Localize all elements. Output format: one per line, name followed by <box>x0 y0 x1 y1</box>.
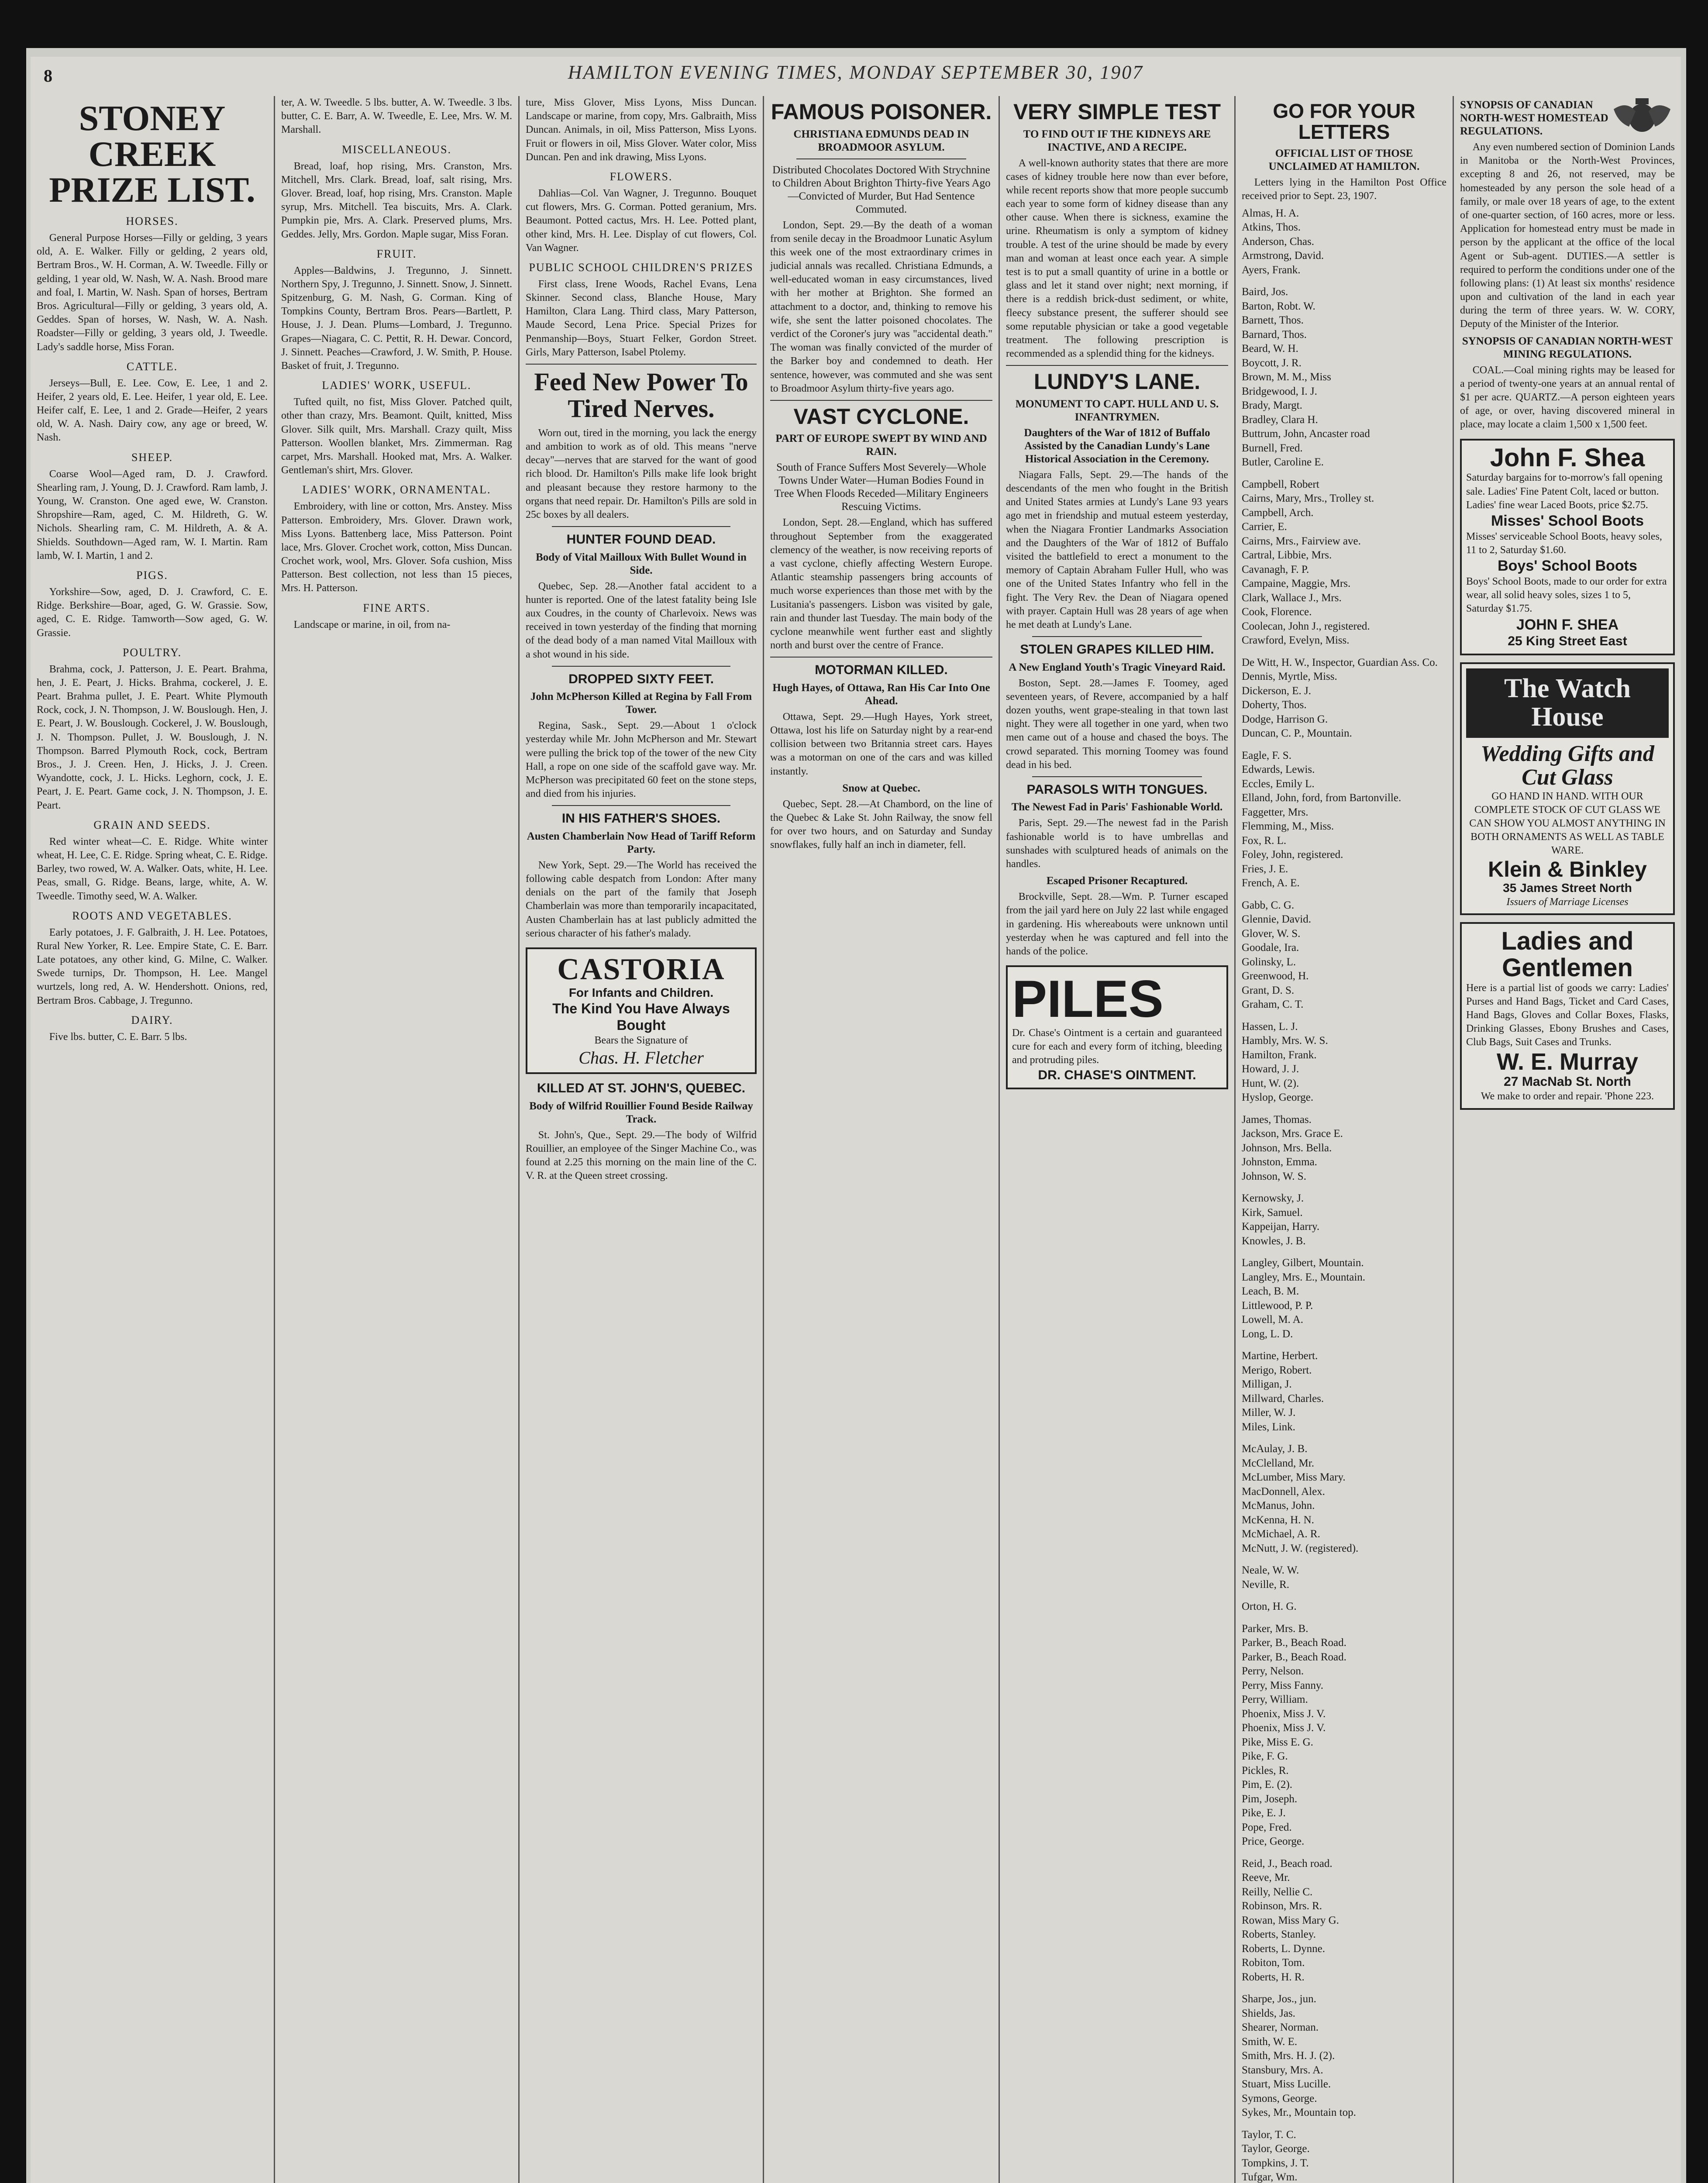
letter-recipient: Beard, W. H. <box>1242 343 1298 355</box>
nerves-ad-headline: Feed New Power To Tired Nerves. <box>534 368 748 423</box>
letter-recipient: Boycott, J. R. <box>1242 357 1302 369</box>
miscellaneous-text: Bread, loaf, hop rising, Mrs. Cranston, Mrs. Mitchell, Mrs. Clark. Bread, loaf, salt rising, Mrs. Glover. Bread, loaf, hop rising, Mrs. Cranston. Maple syrup, Mrs. Mitchell. Tea biscuits, Mrs. A. Clark. Pumpkin pie, Mrs. A. Clark. Preserved plums, Mrs. Geddes. Jelly, Mrs. Gordon. Maple sugar, Miss Foran. <box>281 160 512 240</box>
letter-recipient: Langley, Gilbert, Mountain. <box>1242 1257 1364 1269</box>
list-spacer <box>1242 648 1446 656</box>
letter-recipient: Phoenix, Miss J. V. <box>1242 1708 1326 1720</box>
cattle-text: Jerseys—Bull, E. Lee. Cow, E. Lee, 1 and 2. Heifer, 2 years old, E. Lee. Heifer, 1 year old, E. Lee. Heifer calf, E. Lee, 1 and 2. Grade—Heifer, 2 years old, W. A. Nash. Dairy cow, any age or breed, W. Nash. <box>37 377 268 444</box>
killed-headline: KILLED AT ST. JOHN'S, QUEBEC. <box>537 1081 746 1096</box>
letters-intro: Letters lying in the Hamilton Post Office received prior to Sept. 23, 1907. <box>1242 176 1446 202</box>
letter-recipient: Cavanagh, F. P. <box>1242 563 1309 575</box>
letter-recipient: Eccles, Emily L. <box>1242 778 1315 790</box>
letter-recipient: Sykes, Mr., Mountain top. <box>1242 2107 1356 2119</box>
letter-recipient: Pim, E. (2). <box>1242 1779 1292 1791</box>
letter-recipient: Long, L. D. <box>1242 1328 1293 1340</box>
grapes-subhead: A New England Youth's Tragic Vineyard Raid. <box>1009 661 1226 673</box>
divider <box>552 805 730 806</box>
list-spacer <box>1242 891 1446 899</box>
letter-recipient: Golinsky, L. <box>1242 956 1296 968</box>
shea-ad-misses-text: Misses' serviceable School Boots, heavy soles, 11 to 2, Saturday $1.60. <box>1466 530 1662 556</box>
letter-recipient: Shields, Jas. <box>1242 2007 1295 2019</box>
letter-recipient: Carrier, E. <box>1242 521 1287 533</box>
shea-ad-text: Saturday bargains for to-morrow's fall opening sale. Ladies' Fine Patent Colt, laced or button. Ladies' fine wear Laced Boots, price $2.75. <box>1466 472 1663 511</box>
letter-recipient: Hyslop, George. <box>1242 1092 1314 1104</box>
mining-text: COAL.—Coal mining rights may be leased for a period of twenty-one years at an annual rental of $1 per acre. QUARTZ.—A person eighteen years of age, or over, having discovered mineral in place, may locate a claim 1,500 x 1,500 feet. <box>1460 364 1675 430</box>
escaped-headline: Escaped Prisoner Recaptured. <box>1046 875 1188 887</box>
letter-recipient: Dickerson, E. J. <box>1242 685 1311 697</box>
letter-recipient: Hamilton, Frank. <box>1242 1049 1317 1061</box>
killed-subhead: Body of Wilfrid Rouillier Found Beside Railway Track. <box>529 1100 753 1125</box>
letter-recipient: Greenwood, H. <box>1242 970 1309 982</box>
castoria-ad-line3: Bears the Signature of <box>594 1034 688 1046</box>
letter-recipient: Rowan, Miss Mary G. <box>1242 1914 1339 1926</box>
page-number: 8 <box>44 66 52 86</box>
letter-recipient: Shearer, Norman. <box>1242 2021 1319 2034</box>
letter-recipient: Cairns, Mary, Mrs., Trolley st. <box>1242 492 1374 505</box>
castoria-ad-line2: The Kind You Have Always Bought <box>552 1001 730 1033</box>
letter-recipient: Martine, Herbert. <box>1242 1350 1318 1362</box>
letter-recipient: Johnson, W. S. <box>1242 1170 1306 1182</box>
list-spacer <box>1242 1849 1446 1857</box>
letter-recipient: Pim, Joseph. <box>1242 1793 1298 1805</box>
letter-recipient: Taylor, T. C. <box>1242 2128 1296 2141</box>
sheep-heading: SHEEP. <box>131 451 173 464</box>
piles-ad-brand: DR. CHASE'S OINTMENT. <box>1038 1067 1196 1082</box>
list-spacer <box>1242 1184 1446 1191</box>
list-spacer <box>1242 1984 1446 1992</box>
list-spacer <box>1242 2120 1446 2128</box>
column-poisoner <box>764 96 1000 2183</box>
letter-recipient: McAulay, J. B. <box>1242 1443 1308 1455</box>
column-kidney-test <box>1000 96 1236 2183</box>
divider <box>1032 636 1202 637</box>
murray-ad-footer: We make to order and repair. 'Phone 223. <box>1481 1091 1654 1102</box>
kidney-test-headline: VERY SIMPLE TEST <box>1013 100 1221 124</box>
dairy-heading: DAIRY. <box>131 1013 173 1026</box>
shea-ad-boys: Boys' School Boots <box>1498 558 1637 575</box>
watch-house-subtitle: Wedding Gifts and Cut Glass <box>1481 741 1654 790</box>
letter-recipient: McNutt, J. W. (registered). <box>1242 1542 1359 1554</box>
coat-of-arms-icon <box>1609 96 1675 135</box>
castoria-ad-line1: For Infants and Children. <box>568 986 714 1000</box>
letter-recipient: Pike, E. J. <box>1242 1807 1286 1819</box>
newspaper-sheet <box>31 57 1681 2183</box>
letters-headline: GO FOR YOUR LETTERS <box>1273 100 1415 144</box>
pigs-text: Yorkshire—Sow, aged, D. J. Crawford, C. E. Ridge. Berkshire—Boar, aged, G. W. Grassie. Sow, aged, C. E. Ridge. Tamworth—Sow aged, G. W. Grassie. <box>37 586 268 639</box>
fruit-heading: FRUIT. <box>376 247 417 260</box>
letter-recipient: Leach, B. M. <box>1242 1285 1299 1298</box>
letter-recipient: Littlewood, P. P. <box>1242 1299 1313 1312</box>
letter-recipient: Langley, Mrs. E., Mountain. <box>1242 1271 1366 1283</box>
fathers-shoes-text: New York, Sept. 29.—The World has received the following cable despatch from London: After many denials on the part of the family that Joseph Chamberlain was more than temporarily incapacitated, Austen Chamberlain has at last publicly admitted the serious character of his father's malady. <box>526 859 757 939</box>
letter-recipient: Campaine, Maggie, Mrs. <box>1242 578 1351 590</box>
divider <box>526 364 757 365</box>
fathers-shoes-subhead: Austen Chamberlain Now Head of Tariff Reform Party. <box>527 830 756 855</box>
escaped-text: Brockville, Sept. 28.—Wm. P. Turner escaped from the jail yard here on July 22 last while engaged in gardening. His whereabouts were unknown until yesterday when he was captured and fell into the hands of the police. <box>1006 891 1228 957</box>
grapes-text: Boston, Sept. 28.—James F. Toomey, aged seventeen years, of Revere, accompanied by a half dozen youths, went grape-stealing in that town last night. They were all together in one yard, when two men came out of a house and chased the boys. The crowd separated. This morning Toomey was found dead in his bed. <box>1006 677 1228 771</box>
ladies-work-useful-text: Tufted quilt, no fist, Miss Glover. Patched quilt, other than crazy, Mrs. Beamont. Quilt, knitted, Miss Glover. Silk quilt, Mrs. Marshall. Crazy quilt, Miss Patterson. Woollen blanket, Mrs. Zimmerman. Rag carpet, Mrs. Marshall. Hooked mat, Mrs. A. Walker. Gentleman's shirt, Mrs. Glover. <box>281 396 512 476</box>
letter-recipient: Butler, Caroline E. <box>1242 456 1324 468</box>
divider <box>770 400 992 401</box>
letter-recipient: McManus, John. <box>1242 1500 1315 1512</box>
fine-arts-heading: FINE ARTS. <box>363 601 430 614</box>
letter-recipient: Elland, John, ford, from Bartonville. <box>1242 792 1402 804</box>
lundys-lane-headline: LUNDY'S LANE. <box>1033 369 1201 394</box>
children-prizes-heading: PUBLIC SCHOOL CHILDREN'S PRIZES <box>529 261 754 274</box>
scan-border-top <box>0 0 1708 48</box>
lundys-lane-text: Niagara Falls, Sept. 29.—The hands of the descendants of the men who fought in the British and United States armies at Lundy's Lane 93 years ago met in friendship and mutual esteem yesterday, when the Niagara Frontier Landmarks Association and the Daughters of the War of 1812 of Buffalo visited the battlefield to erect a monument to the memory of Captain Abraham Fuller Hull, who was one of the United States Infantry who fell in the fight. The Very Rev. the Dean of Niagara opened with prayer. Captain Hull was 28 years of age when he met death at Lundy's Lane. <box>1006 469 1228 630</box>
cyclone-subhead-1: PART OF EUROPE SWEPT BY WIND AND RAIN. <box>775 433 987 458</box>
letter-recipient: McMichael, A. R. <box>1242 1528 1320 1540</box>
watch-house-address: 35 James Street North <box>1503 881 1632 895</box>
letter-recipient: Campbell, Arch. <box>1242 506 1314 519</box>
letter-recipient: Cartral, Libbie, Mrs. <box>1242 549 1332 561</box>
kidney-test-subhead: TO FIND OUT IF THE KIDNEYS ARE INACTIVE, AND A RECIPE. <box>1023 128 1211 153</box>
letter-recipient: Barton, Robt. W. <box>1242 300 1315 312</box>
letter-recipient: Tompkins, J. T. <box>1242 2157 1309 2169</box>
letter-recipient: Sharpe, Jos., jun. <box>1242 1993 1316 2005</box>
watch-house-text: GO HAND IN HAND. WITH OUR COMPLETE STOCK OF CUT GLASS WE CAN SHOW YOU ALMOST ANYTHING IN BOTH ORNAMENTS AS WELL AS TABLE WARE. <box>1469 790 1666 857</box>
letter-recipient: Perry, Miss Fanny. <box>1242 1679 1324 1691</box>
poultry-text: Brahma, cock, J. Patterson, J. E. Peart. Brahma, hen, J. E. Peart, J. Hicks. Brahma, cockerel, J. E. Peart. Brahma pullet, J. E. Peart. White Plymouth Rock, cock, J. N. Thompson, J. W. Bouslough. Hen, J. E. Peart, J. W. Bouslough. Cockerel, J. W. Bouslough, J. N. Thompson. Pullet, J. W. Bouslough, J. N. Thompson. Barred Plymouth Rock, cock, Bertram Bros., J. J. Creen. Hen, J. Hicks, J. J. Creen. Wyandotte, cock, J. L. Hicks. Leghorn, cock, J. E. Peart, J. E. Peart. Game cock, J. N. Thompson, J. E. Peart. <box>37 663 268 811</box>
shea-ad-misses: Misses' School Boots <box>1491 513 1644 530</box>
letter-recipient: Parker, Mrs. B. <box>1242 1622 1309 1635</box>
list-spacer <box>1242 1592 1446 1600</box>
letter-recipient: MacDonnell, Alex. <box>1242 1485 1325 1498</box>
letter-recipient: Millward, Charles. <box>1242 1392 1324 1405</box>
shea-ad-footer: JOHN F. SHEA <box>1516 616 1619 633</box>
fine-arts-continued-text: ture, Miss Glover, Miss Lyons, Miss Duncan. Landscape or marine, from copy, Mrs. Galbraith, Miss Duncan. Animals, in oil, Miss Patterson, Miss Lyons. Fruit or flowers in oil, Miss Glover. Water color, Miss Duncan. Pen and ink drawing, Miss Lyons. <box>526 97 757 163</box>
snow-headline: Snow at Quebec. <box>842 782 920 794</box>
nerves-ad-text: Worn out, tired in the morning, you lack the energy and ambition to work as of old. This means "nerve decay"—nerves that are starved for the want of good rich blood. Dr. Hamilton's Pills make life look bright and pleasant because they restore harmony to the organs that need repair. Dr. Hamilton's Pills are sold in 25c boxes by all dealers. <box>526 427 757 520</box>
letter-recipient: Johnson, Mrs. Bella. <box>1242 1142 1332 1154</box>
parasols-text: Paris, Sept. 29.—The newest fad in the Parish fashionable world is to have umbrellas and sunshades with sculptured heads of animals on the handles. <box>1006 817 1228 870</box>
motorman-text: Ottawa, Sept. 29.—Hugh Hayes, York street, Ottawa, lost his life on Saturday night by a rear-end collision between two Britannia street cars. Hayes was a motorman on one of the cars and was killed instantly. <box>770 711 992 777</box>
letter-recipient: Clark, Wallace J., Mrs. <box>1242 592 1342 604</box>
horses-heading: HORSES. <box>126 215 179 227</box>
killed-text: St. John's, Que., Sept. 29.—The body of Wilfrid Rouillier, an employee of the Singer Machine Co., was found at 2.25 this morning on the main line of the C. V. R. at the Queen street crossing. <box>526 1129 757 1182</box>
letter-recipient: Parker, B., Beach Road. <box>1242 1651 1346 1663</box>
letter-recipient: Coolecan, John J., registered. <box>1242 620 1370 632</box>
letter-recipient: Bridgewood, I. J. <box>1242 385 1317 397</box>
watch-house-footer: Issuers of Marriage Licenses <box>1506 896 1629 908</box>
letter-recipient: Brown, M. M., Miss <box>1242 371 1331 383</box>
piles-ad-text: Dr. Chase's Ointment is a certain and guaranteed cure for each and every form of itching, bleeding and protruding piles. <box>1012 1027 1222 1066</box>
letter-recipient: Pike, Miss E. G. <box>1242 1736 1313 1748</box>
lundys-lane-subhead-2: Daughters of the War of 1812 of Buffalo Assisted by the Canadian Lundy's Lane Historical Association in the Ceremony. <box>1024 427 1210 465</box>
letter-recipient: Parker, B., Beach Road. <box>1242 1637 1346 1649</box>
letter-recipient: Cairns, Mrs., Fairview ave. <box>1242 535 1361 547</box>
miscellaneous-heading: MISCELLANEOUS. <box>341 143 452 156</box>
letter-recipient: Glennie, David. <box>1242 913 1311 926</box>
letter-recipient: Merigo, Robert. <box>1242 1364 1312 1376</box>
letter-recipient: Pike, F. G. <box>1242 1750 1288 1763</box>
poisoner-subhead-1: CHRISTIANA EDMUNDS DEAD IN BROADMOOR ASYLUM. <box>793 128 969 153</box>
letter-recipient: Smith, Mrs. H. J. (2). <box>1242 2050 1335 2062</box>
sheep-text: Coarse Wool—Aged ram, D. J. Crawford. Shearling ram, J. Young, D. J. Crawford. Ram lamb, J. Young, W. Cranston. One aged ewe, W. Cranston. Shropshire—Ram, aged, C. M. Hildreth, G. W. Nichols. Shearling ram, C. M. Hildreth, A. & A. Shields. Southdown—Aged ram, W. I. Martin. Ram lamb, W. I. Martin, 1 and 2. <box>37 468 268 561</box>
letter-recipient: Pickles, R. <box>1242 1764 1289 1777</box>
letter-recipient: Baird, Jos. <box>1242 286 1288 298</box>
letter-recipient: Hassen, L. J. <box>1242 1020 1298 1033</box>
letter-recipient: Campbell, Robert <box>1242 478 1319 490</box>
letter-recipient: Reilly, Nellie C. <box>1242 1886 1313 1898</box>
divider <box>552 666 730 667</box>
letter-recipient: Grant, D. S. <box>1242 984 1295 996</box>
divider <box>770 657 992 658</box>
letter-recipient: Miller, W. J. <box>1242 1407 1296 1419</box>
letter-recipient: Duncan, C. P., Mountain. <box>1242 727 1352 740</box>
letter-recipient: Gabb, C. G. <box>1242 899 1295 911</box>
letter-recipient: Jackson, Mrs. Grace E. <box>1242 1128 1343 1140</box>
dropped-headline: DROPPED SIXTY FEET. <box>568 671 714 686</box>
letter-recipient: Reid, J., Beach road. <box>1242 1857 1333 1870</box>
ladies-work-ornamental-heading: LADIES' WORK, ORNAMENTAL. <box>302 483 491 496</box>
fine-arts-text: Landscape or marine, in oil, from na- <box>293 619 451 630</box>
john-shea-ad <box>1460 439 1675 656</box>
roots-text: Early potatoes, J. F. Galbraith, J. H. Lee. Potatoes, Rural New Yorker, R. Lee. Empire State, C. E. Barr. Late potatoes, any other kind, G. Milne, C. Walker. Swede turnips, Dr. Thompson, H. Lee. Mangel wurtzels, long red, A. W. Hendershott. Onions, red, Bertram Bros. Cabbage, J. Tregunno. <box>37 926 268 1006</box>
letter-recipient: Eagle, F. S. <box>1242 749 1291 761</box>
roots-heading: ROOTS AND VEGETABLES. <box>72 909 232 922</box>
butter-prizes-text: ter, A. W. Tweedle. 5 lbs. butter, A. W. Tweedle. 3 lbs. butter, C. E. Barr, A. W. Tweedle, E. Lee, Mrs. W. M. Marshall. <box>281 97 512 136</box>
letter-recipient: Dennis, Myrtle, Miss. <box>1242 671 1337 683</box>
homestead-text: Any even numbered section of Dominion Lands in Manitoba or the North-West Provinces, excepting 8 and 26, not reserved, may be homesteaded by any person the sole head of a family, or male over 18 years of age, to the extent of one-quarter section, of 160 acres, more or less. Application for homestead entry must be made in person by the applicant at the office of the local Agent or Sub-agent. DUTIES.—A settler is required to perform the conditions under one of the following plans: (1) At least six months' residence upon and cultivation of the land in each year during the term of three years. W. W. CORY, Deputy of the Minister of the Interior. <box>1460 141 1675 330</box>
cyclone-text: London, Sept. 28.—England, which has suffered throughout September from the exaggerated clemency of the weather, is now receiving reports of a vast cyclone, chiefly affecting Western Europe. Atlantic steamship passengers bring accounts of much worse experiences than those met with by the Lusitania's passengers. Lisbon was visited by gale, rain and thunder last Tuesday. The main body of the cyclone meanwhile went further east and slightly north and burst over the centre of France. <box>770 517 992 651</box>
letter-recipient: Atkins, Thos. <box>1242 221 1301 234</box>
murray-ad <box>1460 922 1675 1110</box>
list-spacer <box>1242 1248 1446 1256</box>
cyclone-headline: VAST CYCLONE. <box>793 404 969 429</box>
watch-house-ad <box>1460 662 1675 915</box>
letter-recipient: Goodale, Ira. <box>1242 942 1299 954</box>
murray-ad-address: 27 MacNab St. North <box>1504 1074 1631 1089</box>
letter-recipient: James, Thomas. <box>1242 1113 1312 1126</box>
letter-recipient: Burnell, Fred. <box>1242 442 1303 454</box>
letter-recipient: Hunt, W. (2). <box>1242 1077 1299 1089</box>
letter-recipient: Perry, Nelson. <box>1242 1665 1304 1677</box>
dropped-text: Regina, Sask., Sept. 29.—About 1 o'clock yesterday while Mr. John McPherson and Mr. Stewart were pulling the brick top of the tower of the new City Hall, a rope on one side of the scaffold gave way. Mr. McPherson was precipitated 60 feet on the stone steps, and died from his injuries. <box>526 720 757 800</box>
snow-text: Quebec, Sept. 28.—At Chambord, on the line of the Quebec & Lake St. John Railway, the snow fell for over two hours, and on Saturday and Sunday snowflakes, fully half an inch in diameter, fell. <box>770 798 992 851</box>
letter-recipient: Stansbury, Mrs. A. <box>1242 2064 1323 2076</box>
lundys-lane-subhead-1: MONUMENT TO CAPT. HULL AND U. S. INFANTRYMEN. <box>1015 398 1219 423</box>
letter-recipient: Roberts, H. R. <box>1242 1971 1305 1983</box>
letter-recipient: French, A. E. <box>1242 877 1300 889</box>
castoria-ad-signature: Chas. H. Fletcher <box>579 1048 704 1068</box>
letter-recipient: Neale, W. W. <box>1242 1564 1299 1577</box>
children-prizes-text: First class, Irene Woods, Rachel Evans, Lena Skinner. Second class, Blanche House, Mary Hamilton, Clara Lang. Third class, Mary Patterson, Maude Secord, Lena Price. Special Prizes for Penmanship—Boys, Stuart Felker, Gordon Street. Girls, Mary Patterson, Isabel Ptolemy. <box>526 278 757 358</box>
list-spacer <box>1242 277 1446 285</box>
divider <box>552 526 730 527</box>
column-prize-list <box>31 96 275 2183</box>
letter-recipient: Symons, George. <box>1242 2092 1317 2104</box>
letter-recipient: Miles, Link. <box>1242 1421 1295 1433</box>
letter-recipient: McLumber, Miss Mary. <box>1242 1471 1346 1484</box>
shea-ad-boys-text: Boys' School Boots, made to our order for extra wear, all solid heavy soles, sizes 1 to 5, Saturday $1.75. <box>1466 575 1667 615</box>
letter-recipient: Fox, R. L. <box>1242 834 1287 847</box>
letter-recipient: De Witt, H. W., Inspector, Guardian Ass. Co. <box>1242 656 1438 668</box>
masthead: HAMILTON EVENING TIMES, MONDAY SEPTEMBER 30, 1907 <box>568 62 1144 83</box>
hunter-subhead: Body of Vital Mailloux With Bullet Wound in Side. <box>536 551 747 576</box>
letter-recipient: Foley, John, registered. <box>1242 849 1343 861</box>
letter-recipient: Hambly, Mrs. W. S. <box>1242 1035 1328 1047</box>
letter-recipient: Robiton, Tom. <box>1242 1957 1305 1969</box>
list-spacer <box>1242 1105 1446 1113</box>
letter-recipient: Armstrong, David. <box>1242 250 1324 262</box>
letter-recipient: Knowles, J. B. <box>1242 1235 1306 1247</box>
divider <box>1006 365 1228 366</box>
list-spacer <box>1242 1012 1446 1020</box>
list-spacer <box>1242 1556 1446 1563</box>
letter-recipient: Reeve, Mr. <box>1242 1872 1290 1884</box>
poisoner-subhead-2: Distributed Chocolates Doctored With Strychnine to Children About Brighton Thirty-five Years Ago—Convicted of Murder, But Had Sentence Commuted. <box>772 164 991 215</box>
poultry-heading: POULTRY. <box>122 646 182 659</box>
letter-recipient: Buttrum, John, Ancaster road <box>1242 428 1370 440</box>
letter-recipient: Perry, William. <box>1242 1694 1308 1706</box>
cattle-heading: CATTLE. <box>126 360 178 373</box>
grain-heading: GRAIN AND SEEDS. <box>93 818 211 831</box>
letter-recipient: Ayers, Frank. <box>1242 264 1301 276</box>
letter-recipient: Graham, C. T. <box>1242 999 1304 1011</box>
letter-recipient: Anderson, Chas. <box>1242 235 1314 248</box>
piles-ad-title: PILES <box>1012 970 1164 1029</box>
poisoner-text: London, Sept. 29.—By the death of a woman from senile decay in the Broadmoor Lunatic Asylum this week one of the most extraordinary crimes in judicial annals was recalled. Christiana Edmunds, a well-educated woman in easy circumstances, lived with her mother at Brighton. She formed an attachment to a doctor, and, thinking to remove his wife, she sent the latter poisoned chocolates. The verdict of the Coroner's jury was "accidental death." The woman was finally convicted of the murder of the Barker boy and condemned to death. Her sentence, however, was commuted and she was sent to Broadmoor Asylum thirty-five years ago. <box>770 219 992 394</box>
scan-border-right <box>1686 0 1708 2183</box>
poisoner-headline: FAMOUS POISONER. <box>771 100 992 124</box>
letter-recipient: Brady, Margt. <box>1242 399 1302 412</box>
letter-recipient: Bradley, Clara H. <box>1242 413 1318 426</box>
castoria-ad-title: CASTORIA <box>557 952 725 986</box>
column-regulations-ads <box>1454 96 1681 2183</box>
list-spacer <box>1242 1434 1446 1442</box>
pigs-heading: PIGS. <box>136 568 168 582</box>
letter-recipient: Roberts, Stanley. <box>1242 1928 1316 1941</box>
grapes-headline: STOLEN GRAPES KILLED HIM. <box>1020 642 1214 657</box>
letter-recipient: Kernowsky, J. <box>1242 1192 1304 1205</box>
shea-ad-name: John F. Shea <box>1490 443 1645 472</box>
dairy-text: Five lbs. butter, C. E. Barr. 5 lbs. <box>49 1031 187 1043</box>
scan-border-left <box>0 0 26 2183</box>
ladies-work-useful-heading: LADIES' WORK, USEFUL. <box>322 379 472 392</box>
letter-recipient: Roberts, L. Dynne. <box>1242 1942 1325 1955</box>
murray-ad-firm: W. E. Murray <box>1496 1048 1639 1075</box>
letter-recipient: McKenna, H. N. <box>1242 1514 1314 1526</box>
castoria-ad <box>526 947 757 1074</box>
letter-recipient: Howard, J. J. <box>1242 1063 1299 1075</box>
letter-recipient: Johnston, Emma. <box>1242 1156 1317 1168</box>
list-spacer <box>1242 741 1446 749</box>
letter-recipient: Dodge, Harrison G. <box>1242 713 1328 725</box>
letter-recipient: Almas, H. A. <box>1242 207 1299 219</box>
letter-recipient: Fries, J. E. <box>1242 863 1288 875</box>
letter-recipient: Barnard, Thos. <box>1242 328 1307 341</box>
letter-recipient: Cook, Florence. <box>1242 606 1312 618</box>
letter-recipient: Orton, H. G. <box>1242 1601 1297 1613</box>
letters-subhead: OFFICIAL LIST OF THOSE UNCLAIMED AT HAMILTON. <box>1268 147 1420 172</box>
kidney-test-text: A well-known authority states that there are more cases of kidney trouble here now than ever before, while recent reports show that more people succumb each year to some form of kidney disease than any other cause. When there is sickness, examine the urine. Rheumatism is only a symptom of kidney trouble. A test of the urine should be made by every man and woman at least once each year. A simple test is to put a small quantity of urine in a bottle or glass and let it stand over night; next morning, if there is a reddish brick-dust sediment, or white, fleecy substance present, the sufferer should see some reputable physician or take a good vegetable treatment. The following prescription is recommended as a splendid thing for the kidneys. <box>1006 157 1228 360</box>
column-letters <box>1236 96 1454 2183</box>
letter-recipient: Doherty, Thos. <box>1242 699 1307 711</box>
piles-ad <box>1006 965 1228 1089</box>
mining-headline: SYNOPSIS OF CANADIAN NORTH-WEST MINING REGULATIONS. <box>1462 335 1673 360</box>
hunter-headline: HUNTER FOUND DEAD. <box>566 532 716 547</box>
motorman-headline: MOTORMAN KILLED. <box>815 663 948 678</box>
grain-text: Red winter wheat—C. E. Ridge. White winter wheat, H. Lee, C. E. Ridge. Spring wheat, C. E. Ridge. Barley, two rowed, W. A. Walker. Oats, white, H. Lee. Peas, small, G. Ridge. Beans, large, white, A. W. Tweedle. Timothy seed, W. A. Walker. <box>37 836 268 902</box>
letter-recipient: Crawford, Evelyn, Miss. <box>1242 634 1350 647</box>
divider <box>796 158 966 159</box>
fathers-shoes-headline: IN HIS FATHER'S SHOES. <box>561 811 721 826</box>
watch-house-banner <box>1466 668 1669 737</box>
letter-recipient: Faggetter, Mrs. <box>1242 806 1309 818</box>
murray-ad-title: Ladies and Gentlemen <box>1501 926 1634 982</box>
letter-recipient: Tufgar, Wm. <box>1242 2171 1298 2183</box>
column-prize-list-continued <box>275 96 520 2183</box>
list-spacer <box>1242 470 1446 478</box>
letter-recipient: Price, George. <box>1242 1835 1305 1848</box>
unclaimed-letters-list <box>1242 207 1446 2183</box>
shea-ad-address: 25 King Street East <box>1508 634 1627 649</box>
parasols-subhead: The Newest Fad in Paris' Fashionable World. <box>1011 801 1223 813</box>
letter-recipient: Stuart, Miss Lucille. <box>1242 2078 1331 2090</box>
divider <box>1032 776 1202 777</box>
letter-recipient: Robinson, Mrs. R. <box>1242 1900 1322 1912</box>
letter-recipient: Kirk, Samuel. <box>1242 1206 1303 1219</box>
letter-recipient: Edwards, Lewis. <box>1242 764 1315 776</box>
letter-recipient: Glover, W. S. <box>1242 927 1301 940</box>
letter-recipient: Phoenix, Miss J. V. <box>1242 1722 1326 1734</box>
letter-recipient: Flemming, M., Miss. <box>1242 820 1334 833</box>
column-mixed-news <box>520 96 764 2183</box>
letter-recipient: Kappeijan, Harry. <box>1242 1221 1320 1233</box>
letter-recipient: Smith, W. E. <box>1242 2035 1298 2048</box>
letter-recipient: Pope, Fred. <box>1242 1821 1292 1833</box>
cyclone-subhead-2: South of France Suffers Most Severely—Whole Towns Under Water—Human Bodies Found in Tree When Floods Receded—Military Engineers Rescuing Victims. <box>774 461 988 513</box>
dropped-subhead: John McPherson Killed at Regina by Fall From Tower. <box>530 691 752 716</box>
parasols-headline: PARASOLS WITH TONGUES. <box>1026 782 1208 797</box>
list-spacer <box>1242 1341 1446 1349</box>
horses-text: General Purpose Horses—Filly or gelding, 3 years old, A. E. Walker. Filly or gelding, 2 years old, Bertram Bros., W. H. Corman, A. W. Tweedle. Filly or gelding, 1 year old, W. Nash, W. A. Nash. Brood mare and foal, I. Martin, W. Nash. Span of horses, Bertram Bros. Agricultural—Filly or gelding, 3 years old, A. Geddes. Span of horses, W. Nash, W. A. Nash. Roadster—Filly or gelding, 3 years old, J. Tweedle. Lady's saddle horse, Miss Foran. <box>37 232 268 353</box>
letter-recipient: Lowell, M. A. <box>1242 1314 1303 1326</box>
hunter-text: Quebec, Sep. 28.—Another fatal accident to a hunter is reported. One of the latest fatality being Isle aux Coudres, in the county of Charlevoix. News was received in town yesterday of the finding that morning of the dead body of a man named Vital Mailloux with a shot wound in his side. <box>526 580 757 660</box>
list-spacer <box>1242 1614 1446 1622</box>
flowers-heading: FLOWERS. <box>610 170 673 183</box>
letter-recipient: Taylor, George. <box>1242 2143 1310 2155</box>
fruit-text: Apples—Baldwins, J. Tregunno, J. Sinnett. Northern Spy, J. Tregunno, J. Sinnett. Snow, J. Sinnett. Spitzenburg, G. M. Nash, G. Corman. King of Tompkins County, Bertram Bros. Pears—Bartlett, P. House, J. J. Dean. Plums—Lombard, J. Tregunno. Grapes—Niagara, C. C. Pettit, R. H. Dewar. Concord, J. Sinnett. Peaches—Crawford, J. W. Smith, P. House. Basket of fruit, J. Tregunno. <box>281 265 512 372</box>
ladies-work-ornamental-text: Embroidery, with line or cotton, Mrs. Anstey. Miss Patterson. Embroidery, Mrs. Glover. Drawn work, Miss Lyons. Battenberg lace, Miss Patterson. Point lace, Mrs. Glover. Crochet work, cotton, Miss Duncan. Crochet work, wool, Mrs. Glover. Sofa cushion, Miss Patterson. Best collection, not less than 15 pieces, Mrs. H. Patterson. <box>281 501 512 594</box>
letter-recipient: Milligan, J. <box>1242 1378 1292 1391</box>
watch-house-title: The Watch House <box>1504 674 1631 732</box>
letter-recipient: Neville, R. <box>1242 1578 1290 1591</box>
prize-list-headline: STONEY CREEK PRIZE LIST. <box>49 98 255 210</box>
motorman-subhead: Hugh Hayes, of Ottawa, Ran His Car Into One Ahead. <box>772 682 990 707</box>
letter-recipient: Barnett, Thos. <box>1242 314 1304 327</box>
homestead-headline: SYNOPSIS OF CANADIAN NORTH-WEST HOMESTEAD REGULATIONS. <box>1460 99 1608 137</box>
letter-recipient: McClelland, Mr. <box>1242 1457 1314 1469</box>
flowers-text: Dahlias—Col. Van Wagner, J. Tregunno. Bouquet cut flowers, Mrs. G. Corman. Potted geranium, Mrs. Beaumont. Potted cactus, Mrs. H. Lee. Potted plant, other kind, Mrs. H. Lee. Display of cut flowers, Col. Van Wagner. <box>526 187 757 254</box>
watch-house-firm: Klein & Binkley <box>1488 857 1647 881</box>
murray-ad-text: Here is a partial list of goods we carry: Ladies' Purses and Hand Bags, Ticket and Card Cases, Hand Bags, Gloves and Collar Boxes, Flasks, Drinking Glasses, Ebony Brushes and Cases, Club Bags, Suit Cases and Trunks. <box>1466 982 1669 1048</box>
